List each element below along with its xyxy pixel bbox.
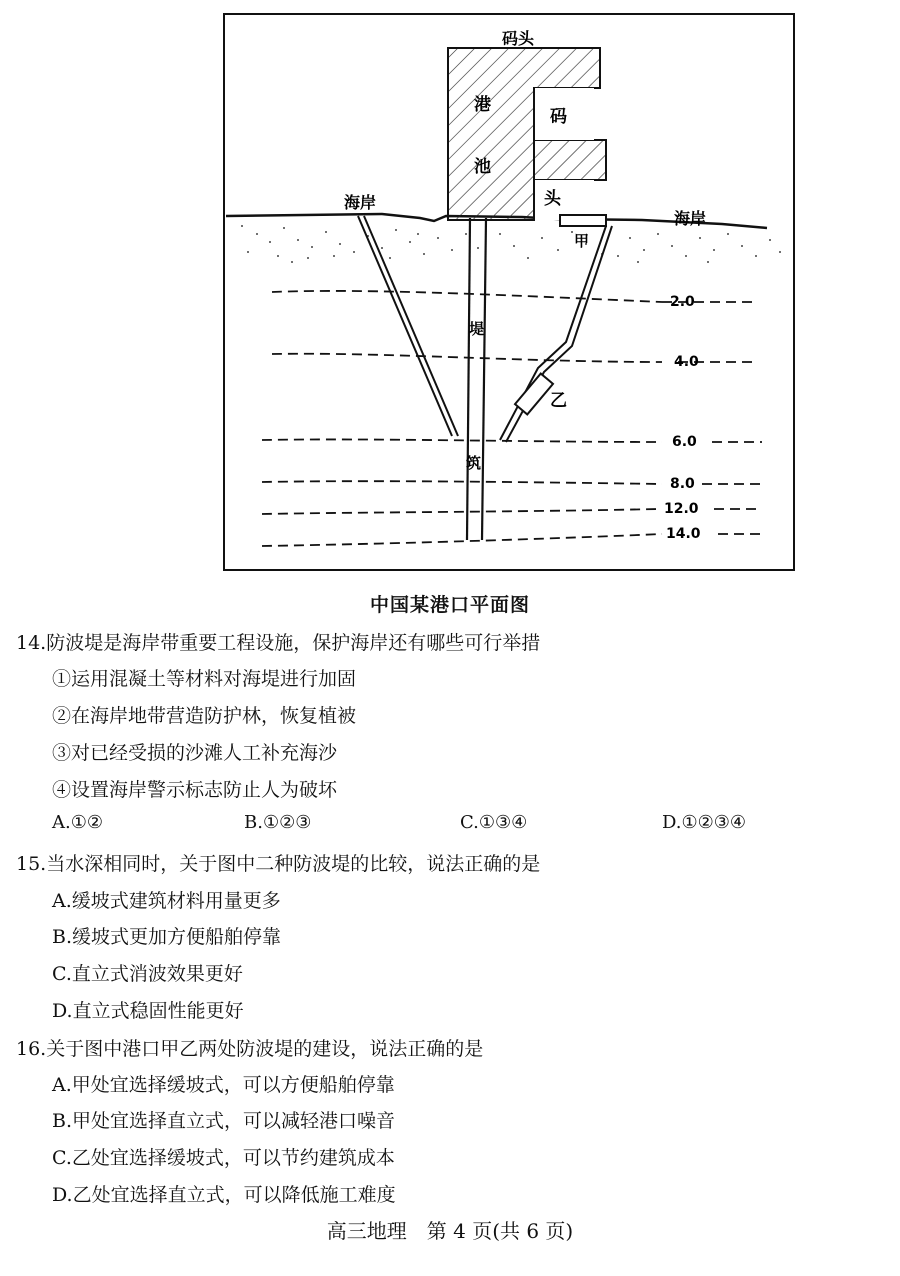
question-14-option-d: D.①②③④	[662, 812, 747, 833]
page-footer: 高三地理 第 4 页(共 6 页)	[326, 1219, 574, 1243]
question-14-option-a: A.①②	[52, 812, 103, 833]
question-15-option-d: D.直立式稳固性能更好	[52, 1000, 244, 1022]
question-14-item-2: ②在海岸地带营造防护林，恢复植被	[52, 705, 357, 727]
label-coast-right: 海岸	[674, 209, 707, 228]
question-16-option-d: D.乙处宜选择直立式，可以降低施工难度	[52, 1184, 396, 1206]
label-port-pool-1: 港	[474, 95, 491, 115]
question-14-stem: 14.防波堤是海岸带重要工程设施，保护海岸还有哪些可行举措	[16, 632, 541, 654]
depth-label-14: 14.0	[666, 526, 701, 542]
question-15-option-c: C.直立式消波效果更好	[52, 963, 243, 985]
question-16-option-c: C.乙处宜选择缓坡式，可以节约建筑成本	[52, 1147, 395, 1169]
question-15-stem: 15.当水深相同时，关于图中二种防波堤的比较，说法正确的是	[16, 853, 541, 875]
jia-structure	[560, 215, 606, 226]
depth-label-2: 2.0	[670, 294, 695, 310]
question-15-option-a: A.缓坡式建筑材料用量更多	[52, 890, 281, 912]
label-yi: 乙	[550, 391, 567, 411]
depth-label-4: 4.0	[674, 354, 699, 370]
port-plan-map	[222, 12, 796, 572]
question-16-option-b: B.甲处宜选择直立式，可以减轻港口噪音	[52, 1110, 396, 1132]
map-caption: 中国某港口平面图	[369, 594, 530, 616]
question-14-item-4: ④设置海岸警示标志防止人为破坏	[52, 779, 338, 801]
question-16-stem: 16.关于图中港口甲乙两处防波堤的建设，说法正确的是	[16, 1038, 484, 1060]
label-wharf-side-1: 码	[550, 107, 567, 127]
question-16-option-a: A.甲处宜选择缓坡式，可以方便船舶停靠	[52, 1074, 395, 1096]
depth-label-12: 12.0	[664, 501, 699, 517]
question-14-item-3: ③对已经受损的沙滩人工补充海沙	[52, 742, 338, 764]
label-wharf-side-2: 头	[544, 189, 561, 209]
depth-label-6: 6.0	[672, 434, 697, 450]
label-jia: 甲	[574, 232, 590, 250]
label-dike-1: 堤	[469, 320, 485, 338]
question-14-option-c: C.①③④	[460, 812, 528, 833]
depth-label-8: 8.0	[670, 476, 695, 492]
label-dike-2: 筑	[466, 454, 482, 472]
label-coast-left: 海岸	[344, 193, 377, 212]
label-wharf-top: 码头	[502, 29, 535, 48]
question-14-item-1: ①运用混凝土等材料对海堤进行加固	[52, 668, 357, 690]
question-14-option-b: B.①②③	[244, 812, 312, 833]
question-15-option-b: B.缓坡式更加方便船舶停靠	[52, 926, 282, 948]
label-port-pool-2: 池	[474, 157, 491, 177]
